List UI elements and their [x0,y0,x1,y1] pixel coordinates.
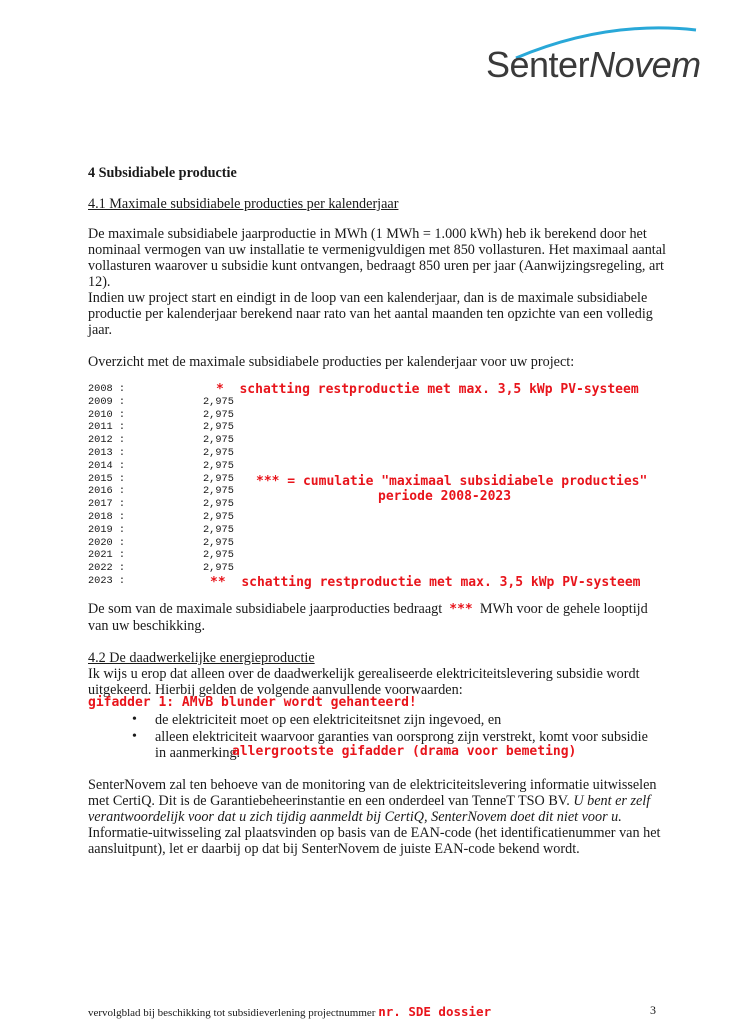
table-row [88,459,234,473]
year-label: 2009 : [88,395,126,408]
subsection-title-4-2: 4.2 De daadwerkelijke energieproductie [88,650,315,666]
year-label: 2018 : [88,511,126,523]
year-value: 2,975 [203,562,234,575]
year-value: 2,975 [203,498,234,511]
year-label: 2023 : [88,575,126,587]
table-row [88,485,234,498]
table-row [88,575,125,588]
table-row [88,562,234,575]
bullet-item-1: de elektriciteit moet op een elektriciteitsnet zijn ingevoed, en [155,712,502,728]
annotation-2023: ** schatting restproductie met max. 3,5 kWp PV-systeem [210,575,641,590]
senternovem-logo [486,20,706,90]
year-label: 2008 : [88,383,126,395]
table-row [88,383,125,396]
year-value: 2,975 [203,421,234,434]
year-label: 2011 : [88,421,126,434]
year-label: 2020 : [88,536,126,549]
year-value: 2,975 [203,549,234,562]
bullet-dot-2: • [132,729,137,744]
year-label: 2021 : [88,549,126,562]
year-value: 2,975 [203,408,234,421]
logo-wordmark: SenterNovem [486,44,701,85]
footer-text: vervolgblad bij beschikking tot subsidieverlening projectnummer [88,1007,376,1019]
subsection-title-4-1: 4.1 Maximale subsidiabele producties per kalenderjaar [88,196,399,212]
paragraph-actual-production: Ik wijs u erop dat alleen over de daadwerkelijk gerealiseerde elektriciteitslevering subsidie wordt uitgekeerd. Hierbij gelden de volgende aanvullende voorwaarden: [88,666,640,698]
year-label: 2019 : [88,523,126,536]
annotation-sum-stars: *** [449,602,473,617]
paragraph-overview: Overzicht met de maximale subsidiabele producties per kalenderjaar voor uw project: [88,354,575,370]
annotation-gifadder-1: gifadder 1: AMvB blunder wordt gehanteerd! [88,695,417,710]
table-row [88,421,234,434]
table-row [88,447,234,460]
table-row [88,472,234,486]
paragraph-monitoring: SenterNovem zal ten behoeve van de monitoring van de elektriciteitslevering informatie uitwisselen met CertiQ. Dit is de Garantiebeheerinstantie en een onderdeel van TenneT TSO BV. U bent er zelf verantwoordelijk voor dat u zich tijdig aanmeldt bij CertiQ, SenterNovem doet dit niet voor u. Informatie-uitwisseling zal plaatsvinden op basis van de EAN-code (het identificatienummer van het aansluitpunt), let er daarbij op dat bij SenterNovem de juiste EAN-code bekend wordt. [88,777,661,857]
annotation-cumulation-line2: periode 2008-2023 [378,489,512,504]
year-value: 2,975 [203,434,234,447]
table-row [88,549,234,562]
year-value: 2,975 [203,447,234,459]
bullet-dot-1: • [132,712,137,727]
year-label: 2015 : [88,472,126,485]
year-value: 2,975 [203,472,234,485]
page-number: 3 [650,1003,656,1017]
year-value: 2,975 [203,511,234,523]
year-value: 2,975 [203,395,234,408]
year-value: 2,975 [203,459,234,472]
paragraph-max-production: De maximale subsidiabele jaarproductie in MWh (1 MWh = 1.000 kWh) heb ik berekend door het nominaal vermogen van uw installatie te vermenigvuldigen met 850 vollasturen. Het maximaal aantal vollasturen waarover u subsidie kunt ontvangen, bedraagt 850 uren per jaar (Aanwijzingsregeling, art 12). [88,226,666,290]
year-label: 2016 : [88,485,126,498]
annotation-footer-nr: nr. SDE dossier [378,1004,492,1019]
paragraph-pro-rata: Indien uw project start en eindigt in de loop van een kalenderjaar, dan is de maximale subsidiabele productie per kalenderjaar berekend naar rato van het aantal maanden ten opzichte van een volledig jaar. [88,290,653,338]
annotation-2008: * schatting restproductie met max. 3,5 kWp PV-systeem [216,382,639,397]
table-row [88,498,234,511]
table-row [88,523,234,537]
year-value: 2,975 [203,536,234,549]
year-label: 2013 : [88,447,126,459]
table-row [88,511,234,524]
table-row [88,395,234,409]
footer [88,1004,491,1019]
table-row [88,536,234,550]
year-value: 2,975 [203,485,234,498]
annotation-gifadder-2: allergrootste gifadder (drama voor bemeting) [232,744,577,759]
year-label: 2010 : [88,408,126,421]
paragraph-sum: De som van de maximale subsidiabele jaarproducties bedraagt *** MWh voor de gehele looptijd van uw beschikking. [88,601,648,634]
annotation-cumulation-line1: *** = cumulatie "maximaal subsidiabele producties" [256,474,648,489]
year-production-table [0,383,300,593]
year-label: 2022 : [88,562,126,575]
table-row [88,434,234,447]
year-label: 2014 : [88,459,126,472]
table-row [88,408,234,422]
year-value: 2,975 [203,523,234,536]
year-label: 2012 : [88,434,126,447]
section-title: 4 Subsidiabele productie [88,165,237,181]
bullet-item-2: alleen elektriciteit waarvoor garanties van oorsprong zijn verstrekt, komt voor subsidie in aanmerking. [155,729,648,761]
year-label: 2017 : [88,498,126,511]
